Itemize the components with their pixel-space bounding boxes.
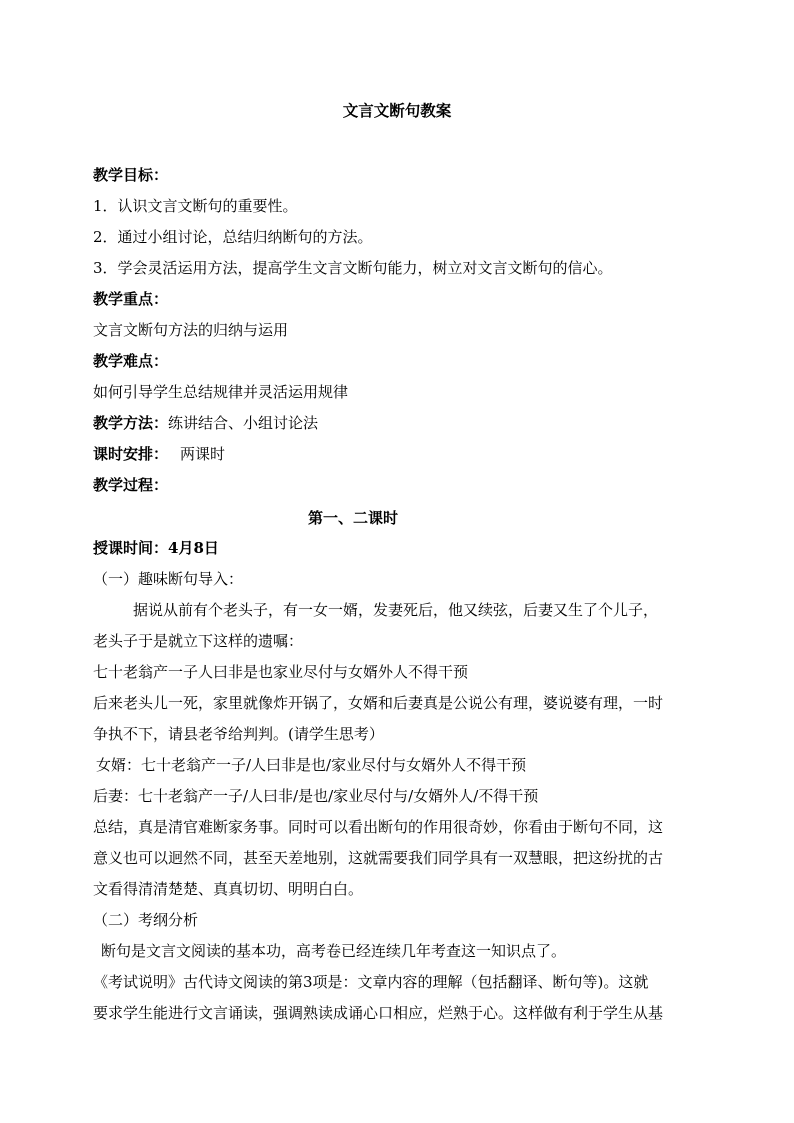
- will-text: 七十老翁产一子人曰非是也家业尽付与女婿外人不得干预: [93, 663, 469, 681]
- schedule-line: [93, 444, 705, 464]
- objective-1: 1．认识文言文断句的重要性。: [93, 197, 298, 215]
- son-in-law-reading: 女婿：七十老翁产一子/人曰非是也/家业尽付与女婿外人不得干预: [96, 756, 527, 774]
- section-2-heading: （二）考纲分析: [93, 911, 199, 929]
- teaching-method-heading: 教学方法：: [93, 414, 169, 432]
- exam-line-1: 断句是文言文阅读的基本功，高考卷已经连续几年考查这一知识点了。: [101, 942, 567, 960]
- key-points-text: 文言文断句方法的归纳与运用: [93, 321, 289, 339]
- process-heading: 教学过程：: [93, 476, 169, 494]
- aftermath-line-1: 后来老头儿一死，家里就像炸开锅了，女婿和后妻真是公说公有理，婆说婆有理，一时: [93, 694, 664, 712]
- wife-reading: 后妻：七十老翁产一子/人曰非/是也/家业尽付与/女婿外人/不得干预: [93, 787, 539, 805]
- lesson-date: 授课时间：4月8日: [93, 539, 219, 557]
- summary-line-2: 意义也可以迥然不同，甚至天差地别，这就需要我们同学具有一双慧眼，把这纷扰的古: [93, 849, 664, 867]
- story-line-2: 老头子于是就立下这样的遗嘱：: [93, 632, 304, 650]
- exam-line-2: 《考试说明》古代诗文阅读的第3项是：文章内容的理解（包括翻译、断句等)。这就: [93, 973, 649, 991]
- summary-line-3: 文看得清清楚楚、真真切切、明明白白。: [93, 880, 364, 898]
- objective-3: 3．学会灵活运用方法，提高学生文言文断句能力，树立对文言文断句的信心。: [93, 259, 613, 277]
- summary-line-1: 总结，真是清官难断家务事。同时可以看出断句的作用很奇妙，你看由于断句不同，这: [93, 818, 664, 836]
- schedule-text: 两课时: [180, 445, 226, 463]
- session-heading: 第一、二课时: [307, 509, 398, 527]
- aftermath-line-2: 争执不下，请县老爷给判判。(请学生思考）: [93, 725, 384, 743]
- exam-line-3: 要求学生能进行文言诵读，强调熟读成诵心口相应，烂熟于心。这样做有利于学生从基: [93, 1004, 664, 1022]
- difficulty-heading: 教学难点：: [93, 352, 169, 370]
- objective-2: 2．通过小组讨论，总结归纳断句的方法。: [93, 228, 373, 246]
- key-points-heading: 教学重点：: [93, 290, 169, 308]
- story-line-1: 据说从前有个老头子，有一女一婿，发妻死后，他又续弦，后妻又生了个儿子，: [133, 601, 659, 619]
- teaching-method-line: [93, 413, 705, 433]
- teaching-method-text: 练讲结合、小组讨论法: [168, 414, 319, 432]
- section-1-heading: （一）趣味断句导入：: [93, 570, 244, 588]
- difficulty-text: 如何引导学生总结规律并灵活运用规律: [93, 383, 349, 401]
- objectives-heading: 教学目标：: [93, 166, 169, 184]
- schedule-heading: 课时安排：: [93, 445, 169, 463]
- document-title: 文言文断句教案: [342, 101, 452, 120]
